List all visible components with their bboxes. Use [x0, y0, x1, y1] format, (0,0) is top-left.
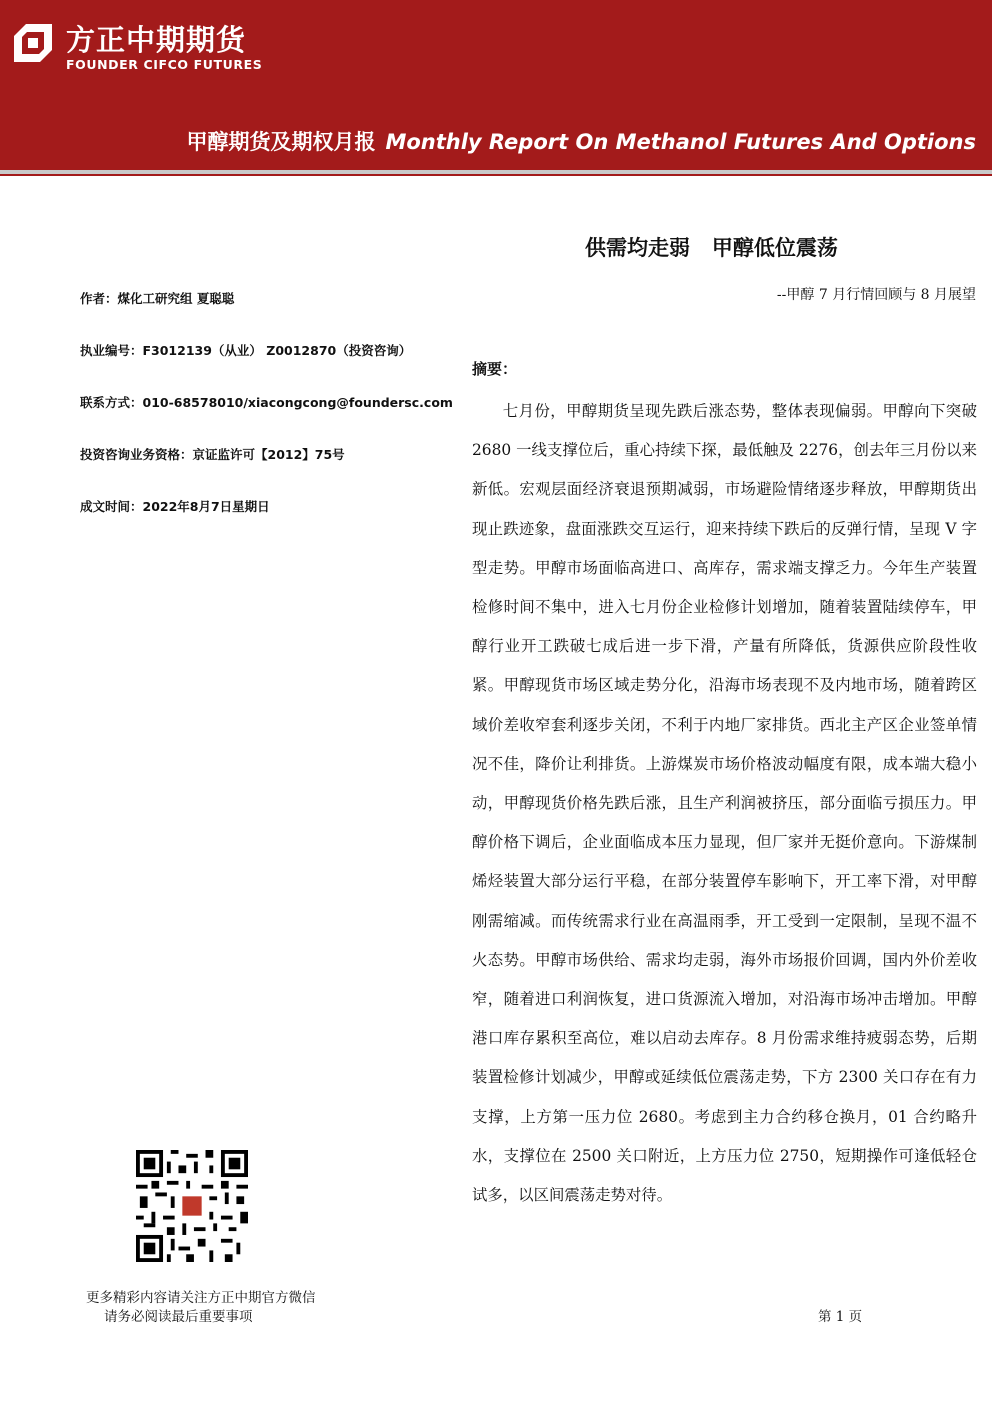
meta-license: 执业编号：F3012139（从业） Z0012870（投资咨询） [80, 343, 412, 358]
meta-date: 成文时间：2022年8月7日星期日 [80, 499, 270, 514]
brand-name-en: FOUNDER CIFCO FUTURES [66, 57, 263, 72]
qr-caption: 更多精彩内容请关注方正中期官方微信 [86, 1290, 316, 1306]
wechat-qr-code-icon [136, 1150, 248, 1262]
article-subtitle: --甲醇 7 月行情回顾与 8 月展望 [776, 287, 976, 303]
report-title-cn: 甲醇期货及期权月报 [186, 130, 376, 154]
meta-author: 作者：煤化工研究组 夏聪聪 [80, 291, 235, 306]
header-banner [0, 0, 992, 170]
report-title-en: Monthly Report On Methanol Futures And Options [385, 130, 976, 154]
report-title [186, 126, 976, 156]
header-divider-accent [0, 174, 992, 176]
page-number: 第 1 页 [818, 1309, 863, 1325]
meta-qualification: 投资咨询业务资格：京证监许可【2012】75号 [80, 447, 345, 462]
abstract-label: 摘要： [472, 360, 518, 378]
abstract-text: 七月份，甲醇期货呈现先跌后涨态势，整体表现偏弱。甲醇向下突破 2680 一线支撑位后，重心持续下探，最低触及 2276，创去年三月份以来新低。宏观层面经济衰退预期减弱，市场避险情绪逐步释放，甲醇期货出现止跌迹象，盘面涨跌交互运行，迎来持续下跌后的反弹行情，呈现 V 字型走势。甲醇市场面临高进口、高库存，需求端支撑乏力。今年生产装置检修时间不集中，进入七月份企业检修计划增加，随着装置陆续停车，甲醇行业开工跌破七成后进一步下滑，产量有所降低，货源供应阶段性收紧。甲醇现货市场区域走势分化，沿海市场表现不及内地市场，随着跨区域价差收窄套利逐步关闭，不利于内地厂家排货。西北主产区企业签单情况不佳，降价让利排货。上游煤炭市场价格波动幅度有限，成本端大稳小动，甲醇现货价格先跌后涨，且生产利润被挤压，部分面临亏损压力。甲醇价格下调后，企业面临成本压力显现，但厂家并无挺价意向。下游煤制烯烃装置大部分运行平稳，在部分装置停车影响下，开工率下滑，对甲醇刚需缩减。而传统需求行业在高温雨季，开工受到一定限制，呈现不温不火态势。甲醇市场供给、需求均走弱，海外市场报价回调，国内外价差收窄，随着进口利润恢复，进口货源流入增加，对沿海市场冲击增加。甲醇港口库存累积至高位，难以启动去库存。8 月份需求维持疲弱态势，后期装置检修计划减少，甲醇或延续低位震荡走势，下方 2300 关口存在有力支撑，上方第一压力位 2680。考虑到主力合约移仓换月，01 合约略升水，支撑位在 2500 关口附近，上方压力位 2750，短期操作可逢低轻仓试多，以区间震荡走势对待。 [472, 402, 977, 1205]
disclaimer-note: 请务必阅读最后重要事项 [104, 1309, 253, 1325]
article-title: 供需均走弱 甲醇低位震荡 [585, 236, 838, 260]
brand-name-cn: 方正中期期货 [66, 23, 247, 57]
founder-logo-icon [12, 22, 54, 64]
meta-contact: 联系方式：010-68578010/xiacongcong@foundersc.com [80, 395, 453, 410]
